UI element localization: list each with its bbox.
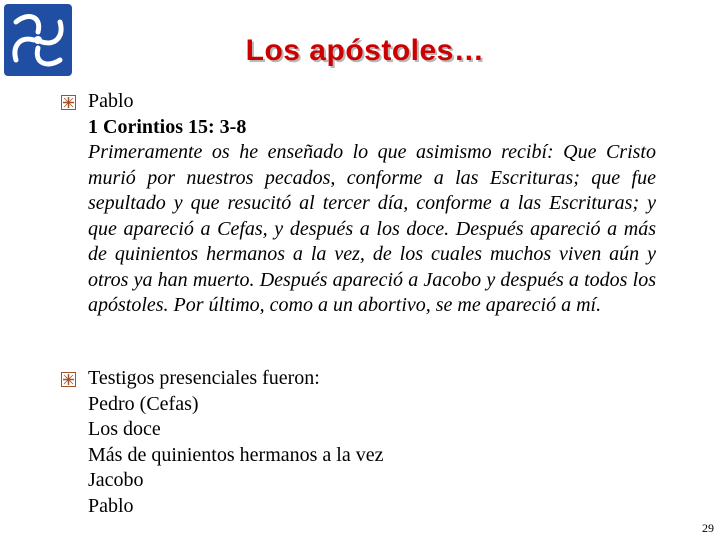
section-witnesses [88, 366, 656, 519]
section-pablo [88, 89, 656, 319]
list-item: Pedro (Cefas) [88, 392, 199, 415]
page-title: Los apóstoles… [245, 34, 485, 67]
bible-reference: 1 Corintios 15: 3-8 [88, 115, 247, 138]
list-item: Más de quinientos hermanos a la vez [88, 443, 384, 466]
bullet-icon [61, 95, 76, 110]
list-item: Jacobo [88, 469, 144, 491]
list-item: Pablo [88, 494, 134, 517]
page-number: 29 [702, 521, 714, 535]
section-name: Pablo [88, 90, 134, 112]
bible-quote: Primeramente os he enseñado lo que asimismo recibí: Que Cristo murió por nuestros pecados, conforme a las Escrituras; que fue sepultado y que resucitó al tercer día, conforme a las Escrituras; y que apareció a Cefas, y después a los doce. Después apareció a más de quinientos hermanos a la vez, de los cuales muchos viven aún y otros ya han muerto. Después apareció a Jacobo y después a todos los apóstoles. Por último, como a un abortivo, se me apareció a mí. [88, 141, 656, 316]
bullet-icon [61, 372, 76, 387]
witnesses-heading: Testigos presenciales fueron: [88, 367, 320, 389]
list-item: Los doce [88, 418, 161, 440]
